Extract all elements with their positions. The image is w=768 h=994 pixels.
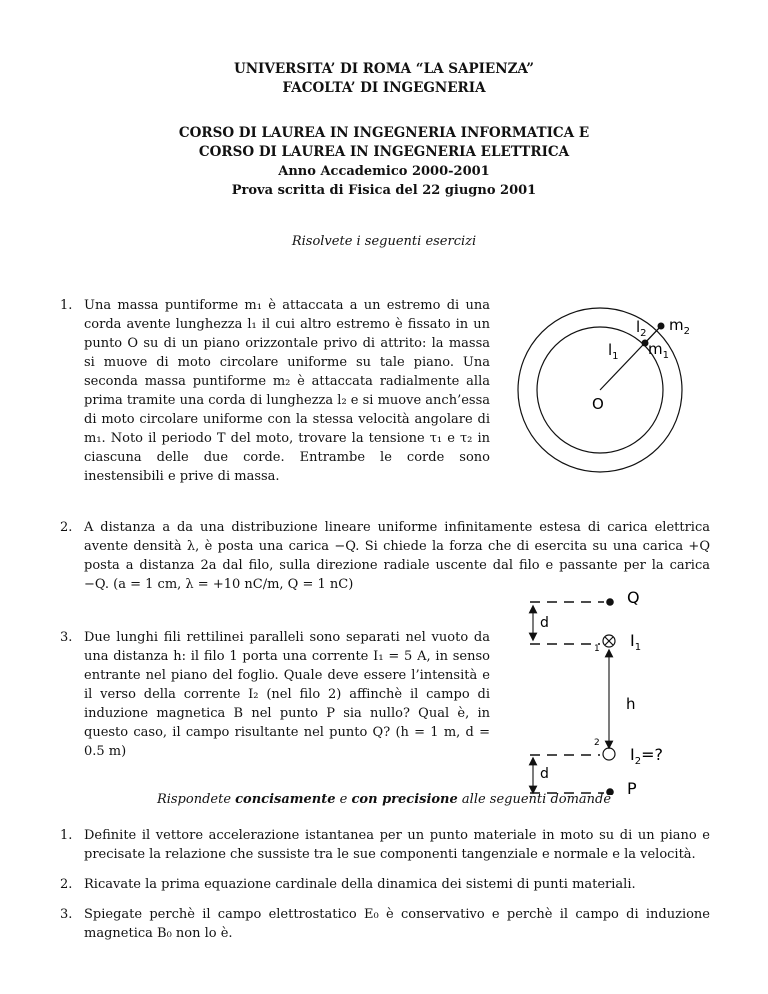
label-m1: $m_1$ [648,340,669,361]
exercise-2-number: 2. [60,520,73,535]
label-l1: $l_1$ [608,341,619,362]
exercise-2-text: A distanza a da una distribuzione lineare uniforme infinitamente estesa di carica elettrica avente densità λ, è posta una carica −Q. Si chiede la forza che di esercita su una carica +Q posta a distanza 2a dal filo, sulla direzione radiale uscente dal filo e passante per la carica −Q. (a = 1 cm, λ = +10 nC/m, Q = 1 nC) [84,520,710,592]
mass-m2 [658,323,665,330]
academic-year: Anno Accademico 2000-2001 [278,164,490,179]
question-2-text: Ricavate la prima equazione cardinale della dinamica dei sistemi di punti materiali. [84,877,636,892]
question-1-number: 1. [60,828,73,843]
university-name: UNIVERSITA’ DI ROMA “LA SAPIENZA” [233,61,535,77]
label-Q: Q [627,588,640,607]
question-3-text: Spiegate perchè il campo elettrostatico E₀ è conservativo e perchè il campo di induzione magnetica B₀ non lo è. [84,907,710,941]
label-wire2: 2 [594,738,600,748]
faculty-name: FACOLTA’ DI INGEGNERIA [282,80,486,96]
figure-circles [512,290,722,500]
question-3-number: 3. [60,907,73,922]
exercise-3-text: Due lunghi fili rettilinei paralleli sono separati nel vuoto da una distanza h: il filo 1 porta una corrente I₁ = 5 A, in senso entrante nel piano del foglio. Quale deve essere l’intensità e il verso della corrente I₂ (nel filo 2) affinchè il campo di induzione magnetica B nel punto P sia nullo? Qual è, in questo caso, il campo risultante nel punto Q? (h = 1 m, d = 0.5 m) [84,630,490,759]
exam-title: Prova scritta di Fisica del 22 giugno 2001 [231,183,537,198]
label-I2: $I_2=$? [630,745,663,767]
wire-2-icon [603,748,615,760]
label-O: O [592,395,604,413]
course-line-1: CORSO DI LAUREA IN INGEGNERIA INFORMATICA E [178,125,590,141]
exercise-3-number: 3. [60,630,73,645]
exercises-intro: Risolvete i seguenti esercizi [291,234,477,249]
label-d-bottom: d [540,766,549,782]
point-Q [606,598,614,606]
label-h: h [626,695,636,713]
course-line-2: CORSO DI LAUREA IN INGEGNERIA ELETTRICA [198,144,570,160]
label-wire1: 1 [594,644,600,654]
exercise-1-number: 1. [60,298,73,313]
label-P: P [627,779,637,795]
label-l2: $l_2$ [636,318,647,339]
question-2-number: 2. [60,877,73,892]
exercise-1-text: Una massa puntiforme m₁ è attaccata a un estremo di una corda avente lunghezza l₁ il cui altro estremo è fissato in un punto O su di un piano orizzontale privo di attrito: la massa si muove di moto circolare uniforme su tale piano. Una seconda massa puntiforme m₂ è attaccata radialmente alla prima tramite una corda di lunghezza l₂ e si muove anch’essa di moto circolare uniforme con la stessa velocità angolare di m₁. Noto il periodo T del moto, trovare la tensione τ₁ e τ₂ in ciascuna delle due corde. Entrambe le corde sono inestensibili e prive di massa. [84,298,490,484]
label-m2: $m_2$ [669,316,690,337]
label-d-top: d [540,615,549,631]
figure-wires [520,585,730,795]
questions-intro: Rispondete concisamente e con precisione alle seguenti domande [156,792,612,807]
label-I1: $I_1$ [630,631,642,653]
question-1-text: Definite il vettore accelerazione istantanea per un punto materiale in moto su di un piano e precisate la relazione che sussiste tra le sue componenti tangenziale e normale e la velocità. [84,828,710,862]
